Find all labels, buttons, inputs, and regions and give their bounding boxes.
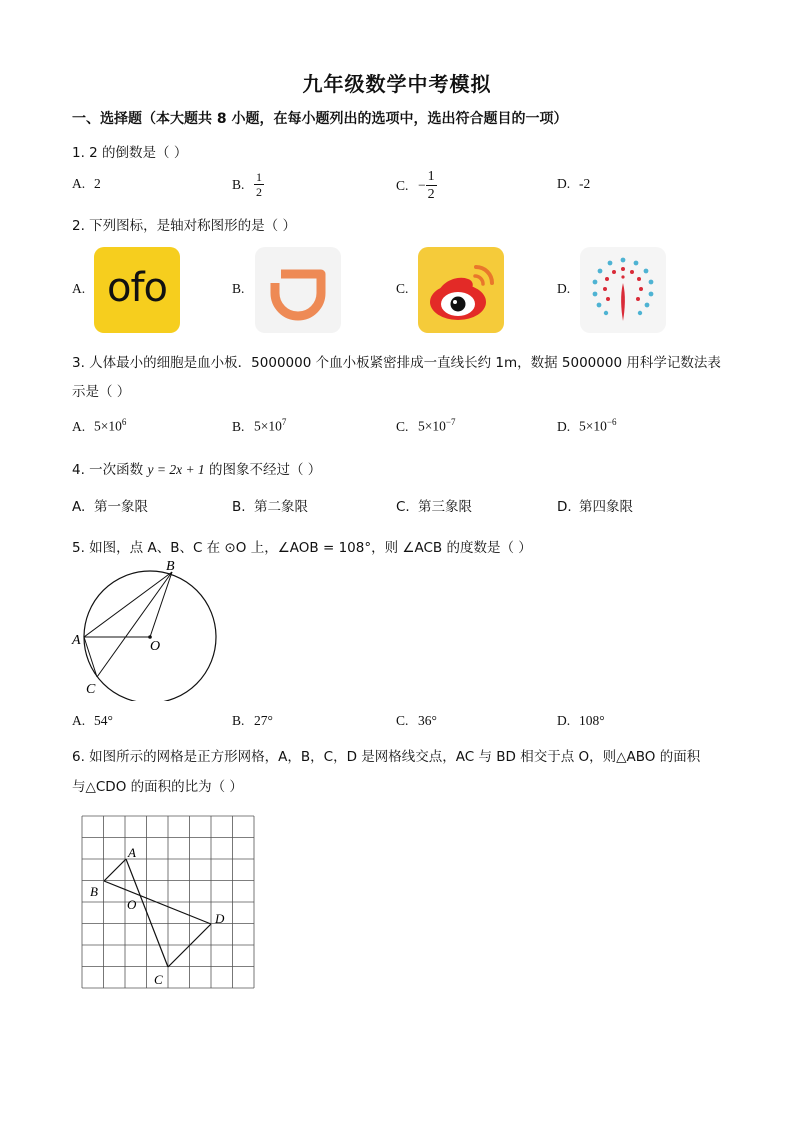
page-title: 九年级数学中考模拟 [302,72,492,96]
option-value: 2 [94,176,101,191]
option-exponent: 6 [121,417,127,427]
didi-logo [255,247,341,333]
section-heading: 一、选择题（本大题共 8 小题，在每小题列出的选项中，选出符合题目的一项） [72,111,568,127]
q5-option-b [232,713,273,729]
q1-option-d [557,176,590,192]
option-label: A. [72,713,86,728]
q2-option-b-label: B. [232,281,245,296]
label-c: C [154,972,163,987]
question-6-stem-line-2: 与△CDO 的面积的比为（ ） [72,779,243,795]
option-value: 36° [418,713,437,728]
option-exponent: −6 [606,417,617,427]
option-value: 27° [254,713,273,728]
segment-ac [84,637,97,677]
stem-prefix: 4. 一次函数 [72,462,148,478]
q5-option-d [557,713,605,729]
q1-option-b [232,170,264,199]
q4-option-c [396,495,472,515]
option-label: D. [557,713,571,728]
option-value: 54° [94,713,113,728]
option-value: 第四象限 [579,499,633,515]
label-o: O [150,639,161,654]
q3-option-c [396,417,455,435]
q3-option-b [232,417,286,435]
weibo-logo [418,247,504,333]
option-label: D. [557,176,571,191]
peacock-logo [580,247,666,333]
option-label: A. [72,418,86,434]
question-3-stem-line-2: 示是（ ） [72,384,131,400]
didi-icon [255,247,341,333]
denominator: 2 [256,185,262,199]
label-c: C [86,682,96,697]
numerator: 1 [427,169,435,184]
option-value: 第二象限 [254,499,308,515]
q2-option-d-label: D. [557,281,571,296]
segment-ob [150,572,172,637]
question-1-stem: 1. 2 的倒数是（ ） [72,145,188,161]
option-base: 5×10 [579,418,607,434]
ofo-logo [94,247,180,333]
option-label: A. [72,499,86,515]
question-2-stem: 2. 下列图标，是轴对称图形的是（ ） [72,218,296,234]
option-exponent: −7 [445,417,456,427]
label-a: A [128,845,136,860]
q1-option-c [396,168,437,203]
denominator: 2 [427,187,435,202]
weibo-icon [418,247,504,333]
fraction [254,170,264,199]
q5-option-c [396,713,437,729]
minus-sign: − [418,177,426,193]
label-b: B [166,559,175,574]
option-base: 5×10 [254,418,282,434]
q3-option-a [72,417,126,435]
label-b: B [90,884,98,899]
question-4-stem [72,458,321,478]
option-value: 第三象限 [418,499,472,515]
option-label: B. [232,176,245,192]
option-label: A. [72,176,86,191]
question-6-stem-line-1: 6. 如图所示的网格是正方形网格，A，B，C，D 是网格线交点，AC 与 BD 相交于点 O，则△ABO 的面积 [72,749,701,765]
q4-option-b [232,495,308,515]
label-a: A [72,633,81,648]
grid-figure [78,812,262,996]
circle-figure [68,556,228,701]
stem-suffix: 的图象不经过（ ） [204,462,322,478]
option-label: C. [396,713,409,728]
segment-ab [84,572,172,637]
fraction [426,168,437,203]
grid-lines [82,816,254,988]
q4-option-d [557,495,633,515]
question-5-stem: 5. 如图，点 A、B、C 在 ⊙O 上，∠AOB = 108°，则 ∠ACB 的度数是（ ） [72,540,532,556]
q4-option-a [72,495,148,515]
ofo-logo-text: ofo [106,265,168,311]
numerator: 1 [256,170,262,184]
q5-option-a [72,713,113,729]
option-value: 第一象限 [94,499,148,515]
segment-bc [97,572,172,677]
option-value: 108° [579,713,605,728]
question-3-stem-line-1: 3. 人体最小的细胞是血小板．5000000 个血小板紧密排成一直线长约 1m，数据 5000000 用科学记数法表 [72,355,721,371]
option-label: B. [232,499,246,515]
function-expression: y = 2x + 1 [147,462,205,477]
option-label: C. [396,499,410,515]
peacock-icon [580,247,666,333]
option-label: D. [557,418,571,434]
q3-option-d [557,417,616,435]
segment-ac [126,859,168,967]
q2-option-c-label: C. [396,281,409,296]
option-label: D. [557,499,572,515]
segment-bd [104,881,211,924]
option-value: -2 [579,176,591,191]
option-base: 5×10 [94,418,122,434]
q1-option-a [72,176,101,192]
segment-ab [104,859,126,881]
option-label: B. [232,713,245,728]
option-label: C. [396,177,409,193]
option-label: C. [396,418,409,434]
option-label: B. [232,418,245,434]
option-exponent: 7 [281,417,287,427]
option-base: 5×10 [418,418,446,434]
label-d: D [215,911,225,926]
label-o: O [127,897,137,912]
q2-option-a-label: A. [72,281,86,296]
